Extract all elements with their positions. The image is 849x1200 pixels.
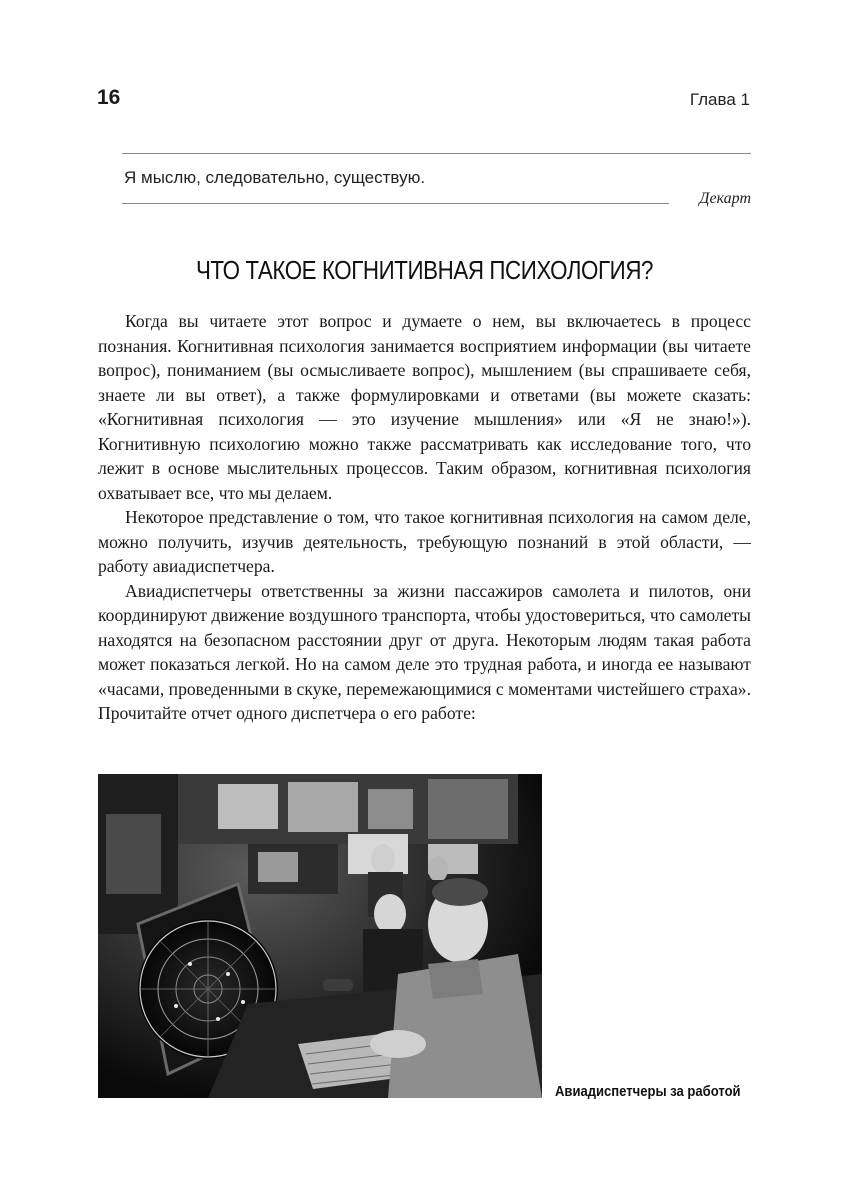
paragraph: Некоторое представление о том, что такое когнитивная психология на самом деле, можно получить, изучив деятельность, требующую познаний в этой области, — работу авиадиспетчера.: [98, 507, 751, 576]
body-text: [98, 309, 751, 726]
epigraph-author: Декарт: [699, 190, 751, 207]
page-number: 16: [97, 86, 121, 109]
epigraph-rule-top: [122, 153, 751, 154]
epigraph-quote: Я мыслю, следовательно, существую.: [124, 168, 426, 187]
epigraph-rule-bottom: [122, 203, 669, 204]
figure-caption: Авиадиспетчеры за работой: [555, 1084, 741, 1100]
section-title: ЧТО ТАКОЕ КОГНИТИВНАЯ ПСИХОЛОГИЯ?: [195, 255, 654, 285]
chapter-label: Глава 1: [689, 90, 750, 109]
paragraph: Когда вы читаете этот вопрос и думаете о нем, вы включаетесь в процесс познания. Когнитивная психология занимается восприятием информации (вы читаете вопрос), пониманием (вы осмысливаете вопрос), мышлением (вы спрашиваете себя, знаете ли вы ответ), а также формулировками и ответами (вы можете сказать: «Когнитивная психология — это изучение мышления» или «Я не знаю!»). Когнитивную психологию можно также рассматривать как исследование того, что лежит в основе мыслительных процессов. Таким образом, когнитивная психология охватывает все, что мы делаем.: [98, 311, 751, 503]
photo-air-traffic-controllers: [98, 774, 542, 1098]
paragraph: Авиадиспетчеры ответственны за жизни пассажиров самолета и пилотов, они координируют движение воздушного транспорта, чтобы удостовериться, что самолеты находятся на безопасном расстоянии друг от друга. Некоторым людям такая работа может показаться легкой. Но на самом деле это трудная работа, и иногда ее называют «часами, проведенными в скуке, перемежающимися с моментами чистейшего страха». Прочитайте отчет одного диспетчера о его работе:: [98, 580, 751, 723]
